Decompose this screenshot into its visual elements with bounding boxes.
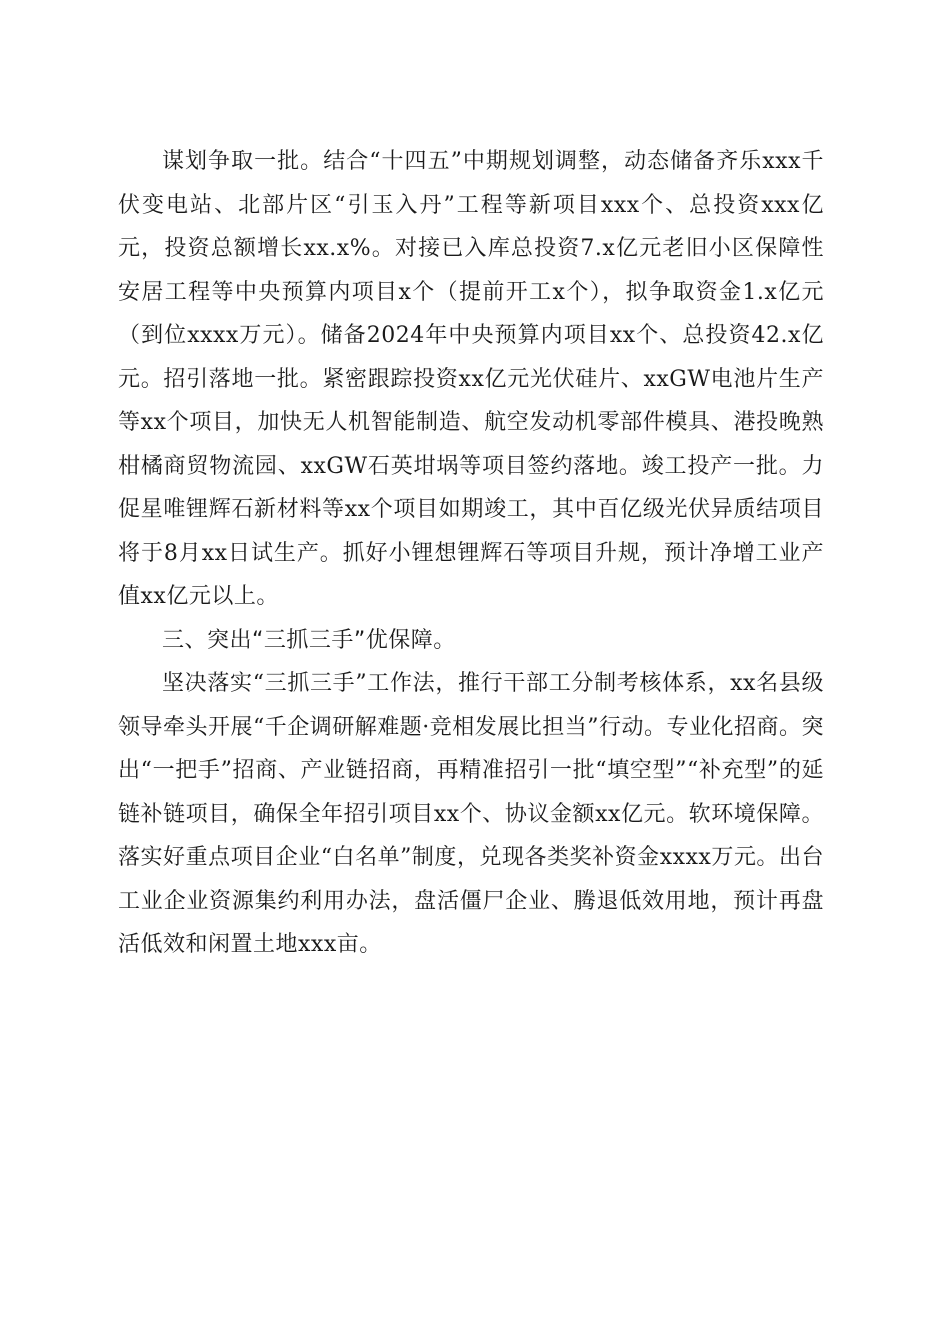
section-heading-three: 三、突出“三抓三手”优保障。 (162, 627, 456, 653)
document-body (118, 140, 824, 967)
paragraph-guarantee-measures: 坚决落实“三抓三手”工作法，推行干部工分制考核体系，xx名县级领导牵头开展“千企调研解难题·竞相发展比担当”行动。专业化招商。突出“一把手”招商、产业链招商，再精准招引一批“填空型”“补充型”的延链补链项目，确保全年招引项目xx个、协议金额xx亿元。软环境保障。落实好重点项目企业“白名单”制度，兑现各类奖补资金xxxx万元。出台工业企业资源集约利用办法，盘活僵尸企业、腾退低效用地，预计再盘活低效和闲置土地xxx亩。 (118, 671, 824, 957)
paragraph-project-reserve: 谋划争取一批。结合“十四五”中期规划调整，动态储备齐乐xxx千伏变电站、北部片区“引玉入丹”工程等新项目xxx个、总投资xxx亿元，投资总额增长xx.x%。对接已入库总投资7.x亿元老旧小区保障性安居工程等中央预算内项目x个（提前开工x个），拟争取资金1.x亿元（到位xxxx万元）。储备2024年中央预算内项目xx个、总投资42.x亿元。招引落地一批。紧密跟踪投资xx亿元光伏硅片、xxGW电池片生产等xx个项目，加快无人机智能制造、航空发动机零部件模具、港投晚熟柑橘商贸物流园、xxGW石英坩埚等项目签约落地。竣工投产一批。力促星唯锂辉石新材料等xx个项目如期竣工，其中百亿级光伏异质结项目将于8月xx日试生产。抓好小锂想锂辉石等项目升规，预计净增工业产值xx亿元以上。 (118, 149, 824, 609)
